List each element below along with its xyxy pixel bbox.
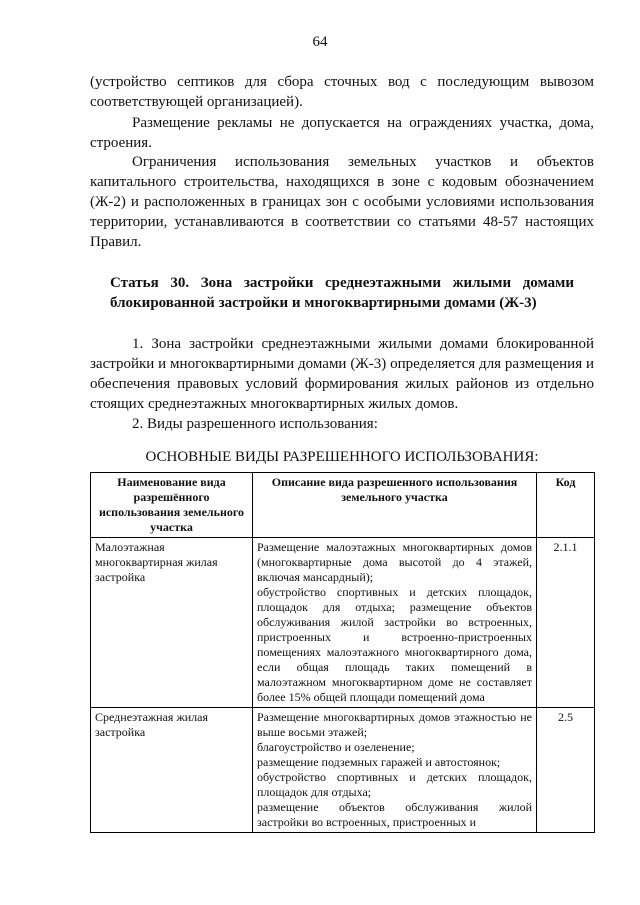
header-name: Наименование вида разрешённого использования земельного участка bbox=[91, 473, 253, 538]
section-item-2: 2. Виды разрешенного использования: bbox=[132, 416, 378, 432]
description-line: Размещение малоэтажных многоквартирных домов (многоквартирные дома высотой до 4 этажей, включая мансардный); bbox=[257, 540, 532, 584]
description-line: обустройство спортивных и детских площадок, площадок для отдыха; размещение объектов обслуживания жилой застройки во встроенных, пристроенных и встроенно-пристроенных помещениях малоэтажного многоквартирного дома, если общая площадь таких помещений в малоэтажном многоквартирном доме не составляет более 15% общей площади помещений дома bbox=[257, 585, 532, 704]
row-description bbox=[253, 538, 537, 708]
table-header-row bbox=[91, 473, 595, 538]
section-item-1: 1. Зона застройки среднеэтажными жилыми домами блокированной застройки и многоквартирными домами (Ж-3) определяется для размещения и обеспечения правовых условий формирования жилых районов из отдельно стоящих среднеэтажных многоквартирных жилых домов. bbox=[90, 336, 594, 412]
description-line: Размещение многоквартирных домов этажностью не выше восьми этажей; bbox=[257, 710, 532, 739]
page-number: 64 bbox=[312, 34, 328, 50]
paragraph-septic: (устройство септиков для сбора сточных вод с последующим вывозом соответствующей организацией). bbox=[90, 74, 594, 110]
row-name: Среднеэтажная жилая застройка bbox=[91, 708, 253, 833]
header-code: Код bbox=[537, 473, 595, 538]
table-row bbox=[91, 708, 595, 833]
table-caption: ОСНОВНЫЕ ВИДЫ РАЗРЕШЕННОГО ИСПОЛЬЗОВАНИЯ: bbox=[145, 449, 539, 465]
permitted-use-table bbox=[90, 472, 595, 833]
description-line: размещение подземных гаражей и автостоянок; bbox=[257, 755, 501, 769]
row-code: 2.5 bbox=[537, 708, 595, 833]
row-description bbox=[253, 708, 537, 833]
header-description: Описание вида разрешенного использования земельного участка bbox=[253, 473, 537, 538]
article-heading: Статья 30. Зона застройки среднеэтажными жилыми домами блокированной застройки и многоквартирными домами (Ж-3) bbox=[110, 275, 574, 311]
description-line: благоустройство и озеленение; bbox=[257, 740, 415, 754]
description-line: размещение объектов обслуживания жилой застройки во встроенных, пристроенных и bbox=[257, 800, 532, 829]
paragraph-advertising: Размещение рекламы не допускается на ограждениях участка, дома, строения. bbox=[90, 115, 594, 151]
paragraph-restrictions: Ограничения использования земельных участков и объектов капитального строительства, находящихся в зоне с кодовым обозначением (Ж-2) и расположенных в границах зон с особыми условиями использования территории, устанавливаются в соответствии со статьями 48-57 настоящих Правил. bbox=[90, 154, 594, 250]
description-line: обустройство спортивных и детских площадок, площадок для отдыха; bbox=[257, 770, 532, 799]
row-code: 2.1.1 bbox=[537, 538, 595, 708]
table-row bbox=[91, 538, 595, 708]
row-name: Малоэтажная многоквартирная жилая застройка bbox=[91, 538, 253, 708]
